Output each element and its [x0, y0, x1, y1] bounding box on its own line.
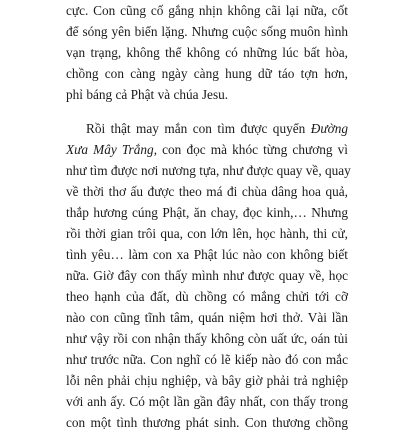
- text-fragment: Rồi thật may mắn con tìm được quyển: [86, 121, 311, 136]
- book-title: Đường: [310, 121, 348, 136]
- body-text: [66, 0, 351, 433]
- text-line: con một tình thương phát sinh. Con thương chồng: [66, 415, 348, 430]
- text-line: phỉ báng cả Phật và chúa Jesu.: [66, 87, 229, 102]
- text-line: lỗi nên phải chịu nghiệp, và bây giờ phải trả nghiệp: [66, 373, 348, 388]
- paragraph-2: [66, 118, 351, 433]
- text-line: nữa. Giờ đây con thấy mình như được quay về, học: [66, 268, 348, 283]
- text-line: [66, 118, 348, 139]
- text-line: như tìm được nơi nương tựa, như được quay về, quay: [66, 163, 351, 178]
- paragraph-1: [66, 0, 348, 105]
- text-line: chồng con càng ngày càng hung dữ táo tợn hơn,: [66, 66, 348, 81]
- text-fragment: , con đọc mà khóc từng chương vì: [153, 142, 348, 157]
- text-line: tình yêu… làm con xa Phật lúc nào con không biết: [66, 247, 348, 262]
- text-line: rồi thời gian trôi qua, con lớn lên, học hành, thi cử,: [66, 226, 348, 241]
- text-line: như vậy rồi con nhận thấy không còn uất ức, oán tủi: [66, 331, 348, 346]
- text-line: nào con cũng tĩnh tâm, quán niệm hơi thở. Vài lần: [66, 310, 348, 325]
- text-line: cực. Con cũng cố gắng nhịn không cãi lại nữa, cốt: [66, 3, 348, 18]
- text-line: để sóng yên biển lặng. Nhưng cuộc sống muôn hình: [66, 24, 348, 39]
- text-line: theo hạnh của đất, dù chồng có mắng chửi tới cỡ: [66, 289, 348, 304]
- text-line: vạn trạng, không thể không có những lúc bất hòa,: [66, 45, 348, 60]
- book-title: Xưa Mây Trắng: [66, 142, 154, 157]
- text-line: như trước nữa. Con nghĩ có lẽ kiếp nào đó con mắc: [66, 352, 348, 367]
- text-line: về thời thơ ấu được theo má đi chùa dâng hoa quả,: [66, 184, 348, 199]
- text-line: thắp hương cúng Phật, ăn chay, đọc kinh,… Nhưng: [66, 205, 348, 220]
- text-line: [66, 139, 348, 160]
- text-line: với anh ấy. Có một lần gần đây nhất, con thấy trong: [66, 394, 348, 409]
